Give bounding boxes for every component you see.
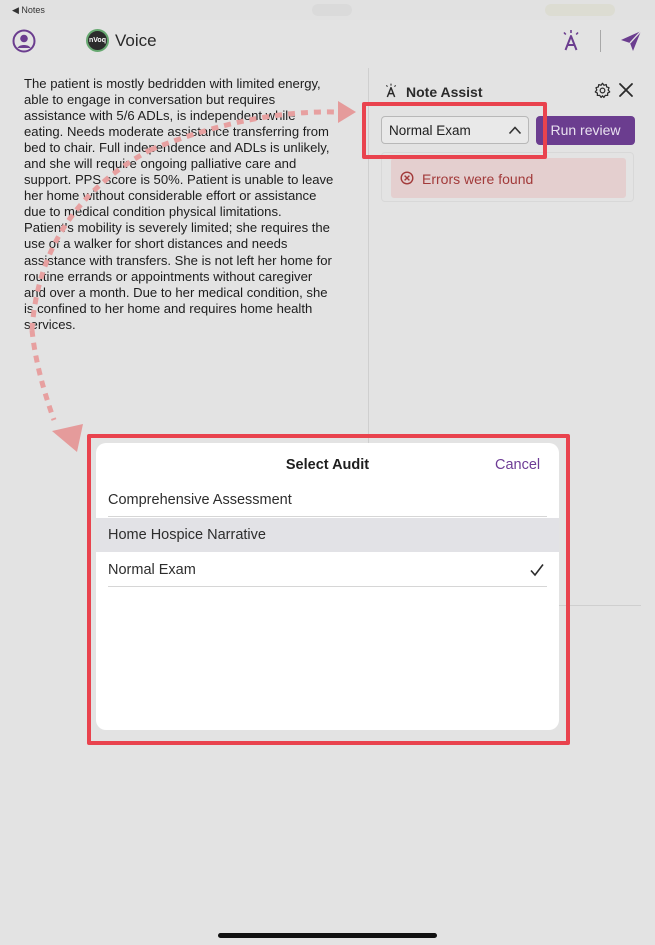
option-label: Comprehensive Assessment (108, 492, 292, 508)
run-review-button[interactable]: Run review (536, 116, 635, 145)
note-line: and over a month. Due to her medical condition, she (24, 284, 328, 300)
note-line: assistance with 5/6 ADLs, is independent while (24, 108, 296, 124)
note-line: Patient's mobility is severely limited; she requires the (24, 220, 330, 236)
arrow-head (338, 101, 356, 123)
note-line: assistance with transfers. She is not left her home for (24, 252, 332, 268)
option-label: Home Hospice Narrative (108, 527, 266, 543)
highlight-box (87, 434, 570, 745)
panel-title: Note Assist (406, 84, 483, 100)
note-line: due to medical condition physical limitations. (24, 204, 282, 220)
note-line: and she will require ongoing palliative care and (24, 156, 297, 172)
note-line: is confined to her home and requires home health (24, 300, 313, 316)
note-line: support. PPS score is 50%. Patient is unable to leave (24, 172, 334, 188)
arrow-head (52, 424, 83, 452)
sheet-title: Select Audit (285, 457, 370, 473)
note-line: services. (24, 316, 76, 332)
option-label: Normal Exam (108, 562, 196, 578)
note-line: her home without considerable effort or assistance (24, 188, 317, 204)
cancel-button[interactable]: Cancel (495, 457, 541, 473)
note-line: use of a walker for short distances and needs (24, 236, 288, 252)
app-title: Voice (115, 31, 157, 50)
nvoq-logo-icon: nVoq (86, 29, 109, 52)
error-message: Errors were found (422, 171, 534, 187)
note-line: routine errands or appointments without caregiver (24, 268, 313, 284)
note-line: able to engage in conversation but requires (24, 92, 276, 108)
highlight-box (362, 102, 547, 159)
audit-select-value: Normal Exam (389, 123, 471, 138)
back-to-notes-link[interactable]: ◀ Notes (12, 5, 45, 15)
note-line: The patient is mostly bedridden with limited energy, (24, 76, 321, 91)
home-indicator[interactable] (218, 933, 437, 938)
note-line: bed to chair. Full independence and ADLs is unlikely, (24, 140, 330, 156)
note-line: eating. Needs moderate assistance transferring from (24, 124, 329, 140)
